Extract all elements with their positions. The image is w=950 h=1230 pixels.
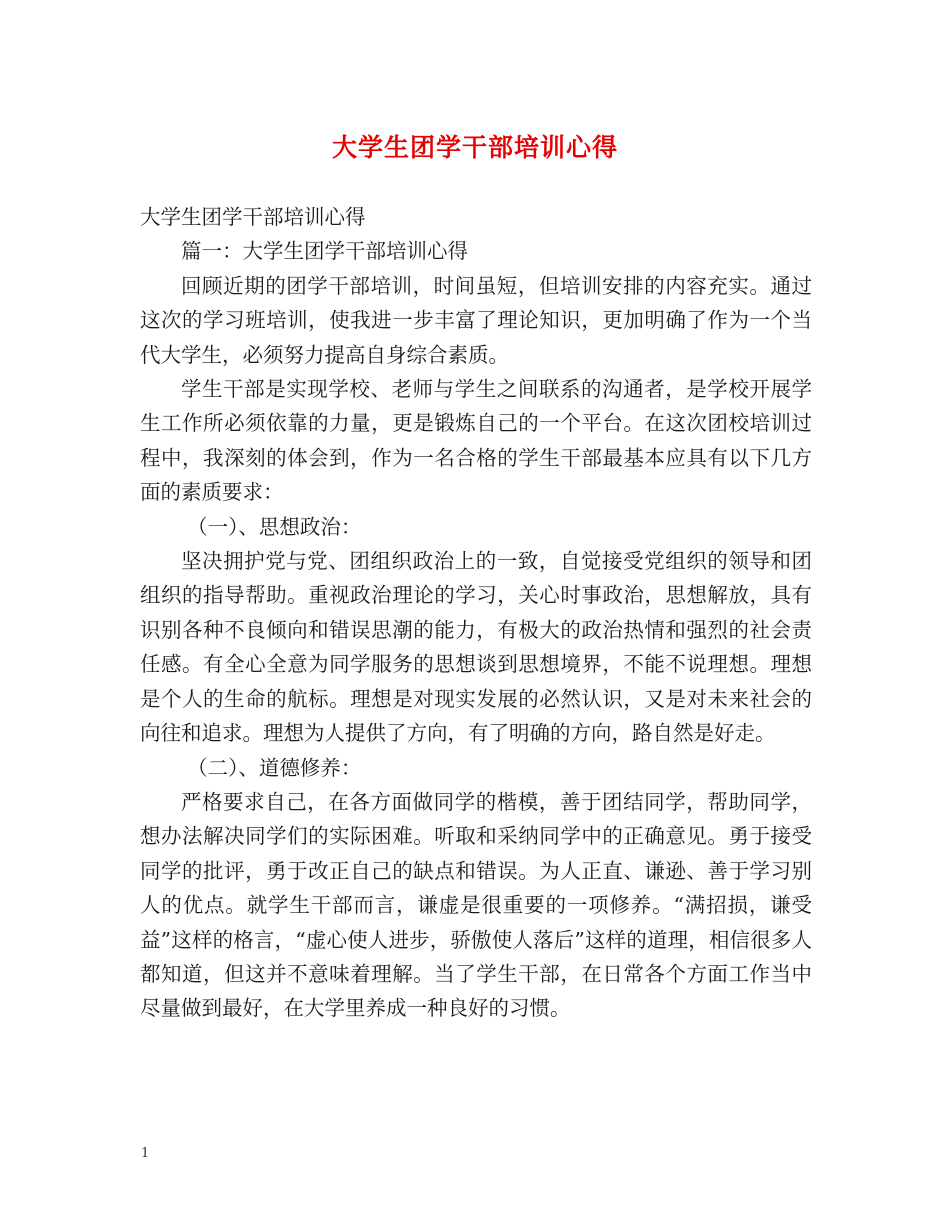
paragraph-subtitle: 大学生团学干部培训心得 (140, 205, 366, 229)
paragraph: 学生干部是实现学校、老师与学生之间联系的沟通者，是学校开展学生工作所必须依靠的力量，更是锻炼自己的一个平台。在这次团校培训过程中，我深刻的体会到，作为一名合格的学生干部最基本应具有以下几方面的素质要求： (140, 377, 812, 505)
document-body (140, 200, 812, 1026)
section-heading-politics: （一）、思想政治： (187, 514, 362, 539)
page-number: 1 (141, 1146, 150, 1161)
paragraph: 严格要求自己，在各方面做同学的楷模，善于团结同学，帮助同学，想办法解决同学们的实际困难。听取和采纳同学中的正确意见。勇于接受同学的批评，勇于改正自己的缺点和错误。为人正直、谦逊、善于学习别人的优点。就学生干部而言，谦虚是很重要的一项修养。“满招损，谦受益”这样的格言，“虚心使人进步，骄傲使人落后”这样的道理，相信很多人都知道，但这并不意味着理解。当了学生干部，在日常各个方面工作当中尽量做到最好，在大学里养成一种良好的习惯。 (140, 789, 812, 1021)
document-title: 大学生团学干部培训心得 (331, 133, 618, 162)
paragraph-section-label: 篇一：大学生团学干部培训心得 (181, 239, 468, 264)
section-heading-morality: （二）、道德修养： (187, 755, 362, 780)
paragraph: 回顾近期的团学干部培训，时间虽短，但培训安排的内容充实。通过这次的学习班培训，使我进一步丰富了理论知识，更加明确了作为一个当代大学生，必须努力提高自身综合素质。 (140, 273, 812, 367)
paragraph: 坚决拥护党与党、团组织政治上的一致，自觉接受党组织的领导和团组织的指导帮助。重视政治理论的学习，关心时事政治，思想解放，具有识别各种不良倾向和错误思潮的能力，有极大的政治热情和强烈的社会责任感。有全心全意为同学服务的思想谈到思想境界，不能不说理想。理想是个人的生命的航标。理想是对现实发展的必然认识，又是对未来社会的向往和追求。理想为人提供了方向，有了明确的方向，路自然是好走。 (140, 549, 812, 746)
